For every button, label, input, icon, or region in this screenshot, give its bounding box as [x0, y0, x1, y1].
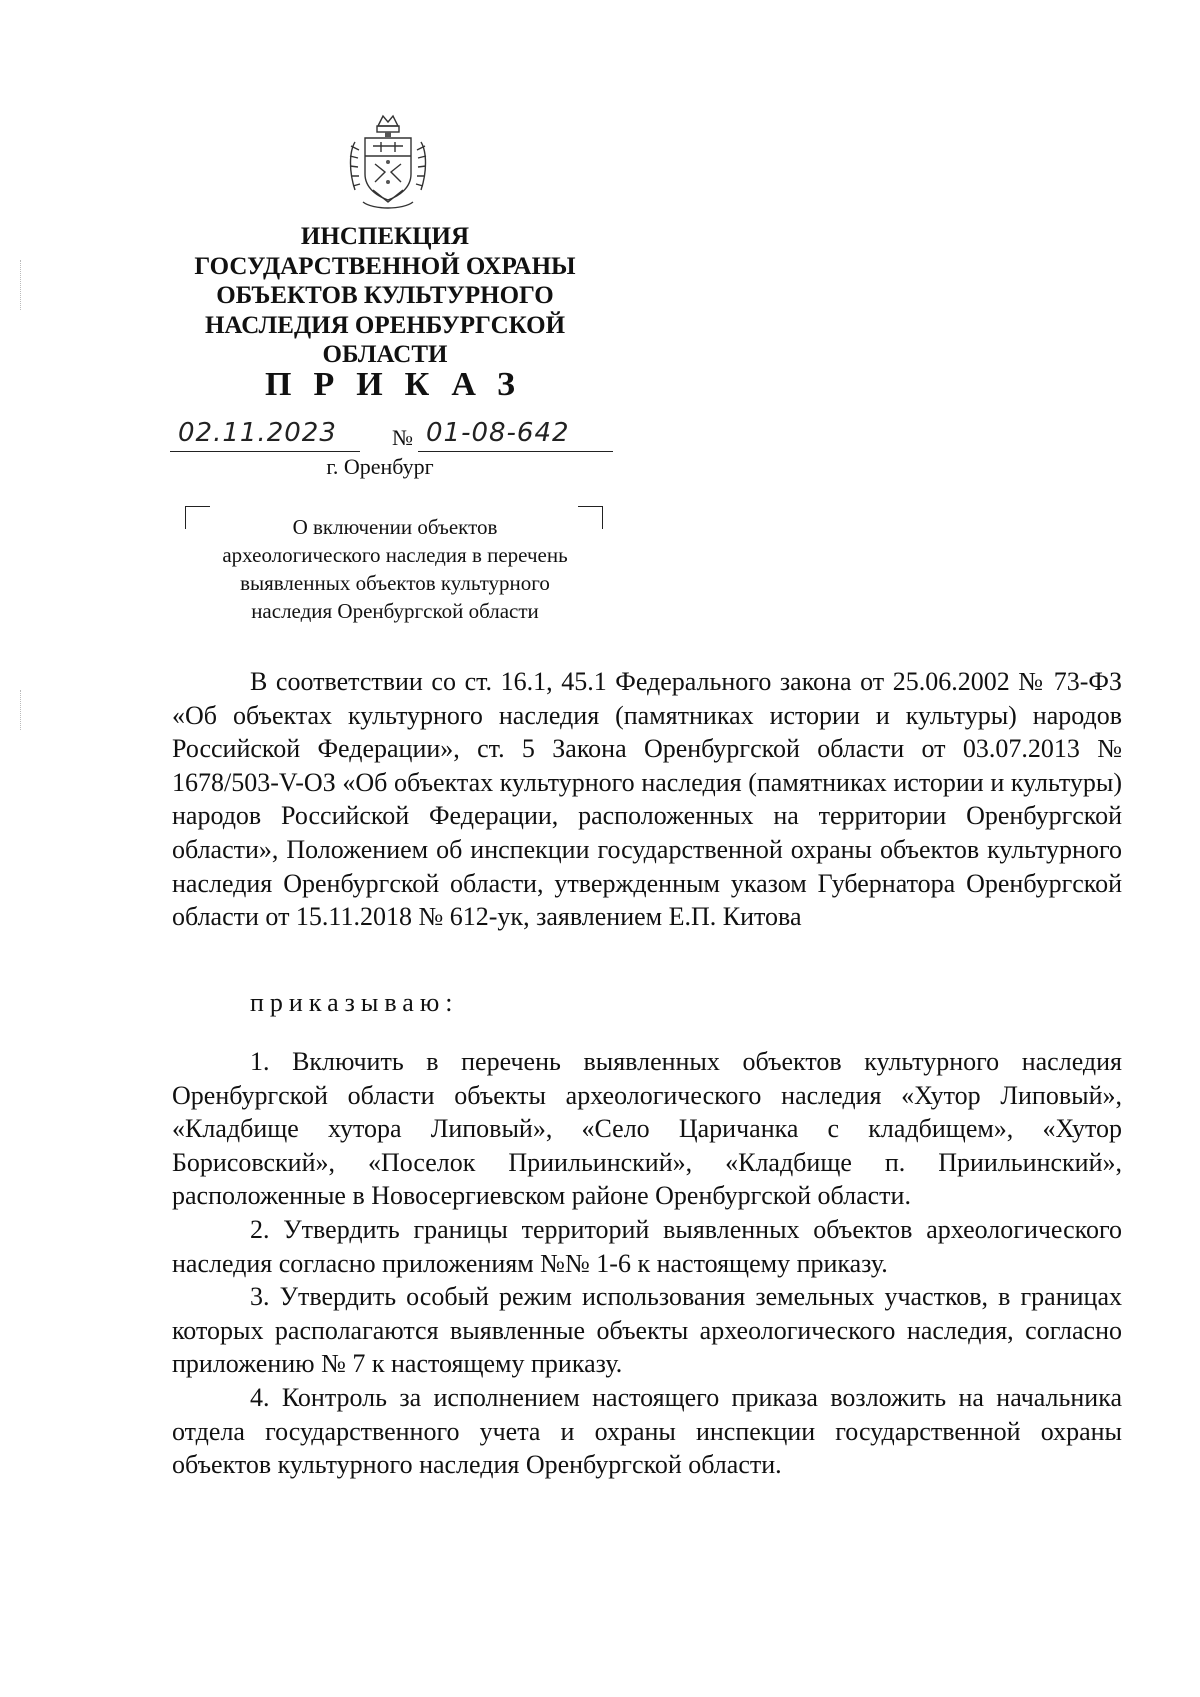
margin-mark — [20, 260, 22, 310]
subject-line: выявленных объектов культурного — [240, 571, 550, 595]
preamble-paragraph: В соответствии со ст. 16.1, 45.1 Федерального закона от 25.06.2002 № 73-ФЗ «Об объектах культурного наследия (памятниках истории и культуры) народов Российской Федерации», ст. 5 Закона Оренбургской области от 03.07.2013 № 1678/503-V-ОЗ «Об объектах культурного наследия (памятниках истории и культуры) народов Российской Федерации, расположенных на территории Оренбургской области», Положением об инспекции государственной охраны объектов культурного наследия Оренбургской области, утвержденным указом Губернатора Оренбургской области от 15.11.2018 № 612-ук, заявлением Е.П. Китова — [172, 667, 1122, 932]
order-subject — [180, 513, 610, 625]
margin-mark — [20, 690, 22, 730]
order-item: 2. Утвердить границы территорий выявленных объектов археологического наследия согласно приложениям №№ 1-6 к настоящему приказу. — [172, 1214, 1122, 1278]
order-item: 4. Контроль за исполнением настоящего приказа возложить на начальника отдела государственного учета и охраны инспекции государственной охраны объектов культурного наследия Оренбургской области. — [172, 1382, 1122, 1480]
document-type-title: ПРИКАЗ — [265, 366, 537, 403]
order-item: 1. Включить в перечень выявленных объектов культурного наследия Оренбургской области объекты археологического наследия «Хутор Липовый», «Кладбище хутора Липовый», «Село Царичанка с кладбищем», «Хутор Борисовский», «Поселок Приильинский», «Кладбище п. Приильинский», расположенные в Новосергиевском районе Оренбургской области. — [172, 1047, 1122, 1211]
org-line: ОБЛАСТИ — [322, 341, 448, 368]
oblast-coat-of-arms-icon — [343, 112, 433, 216]
order-item: 3. Утвердить особый режим использования земельных участков, в границах которых располагаются выявленные объекты археологического наследия, согласно приложению № 7 к настоящему приказу. — [172, 1282, 1122, 1379]
city: г. Оренбург — [326, 454, 434, 479]
preamble — [172, 665, 1122, 934]
number-underline — [418, 451, 613, 452]
number-sign: № — [392, 425, 413, 450]
date-underline — [170, 451, 360, 452]
org-line: НАСЛЕДИЯ ОРЕНБУРГСКОЙ — [204, 311, 566, 339]
org-line: ГОСУДАРСТВЕННОЙ ОХРАНЫ — [194, 252, 576, 280]
order-items — [172, 1045, 1122, 1482]
org-line: ОБЪЕКТОВ КУЛЬТУРНОГО — [216, 282, 554, 309]
handwritten-number: 01-08-642 — [426, 418, 570, 448]
date-number-line — [170, 418, 610, 458]
org-line: ИНСПЕКЦИЯ — [300, 223, 470, 250]
handwritten-date: 02.11.2023 — [178, 418, 337, 448]
decree-word: приказываю: — [250, 988, 459, 1017]
subject-line: наследия Оренбургской области — [251, 599, 539, 623]
subject-line: О включении объектов — [292, 515, 498, 539]
organization-name — [175, 222, 595, 370]
subject-line: археологического наследия в перечень — [222, 543, 568, 567]
